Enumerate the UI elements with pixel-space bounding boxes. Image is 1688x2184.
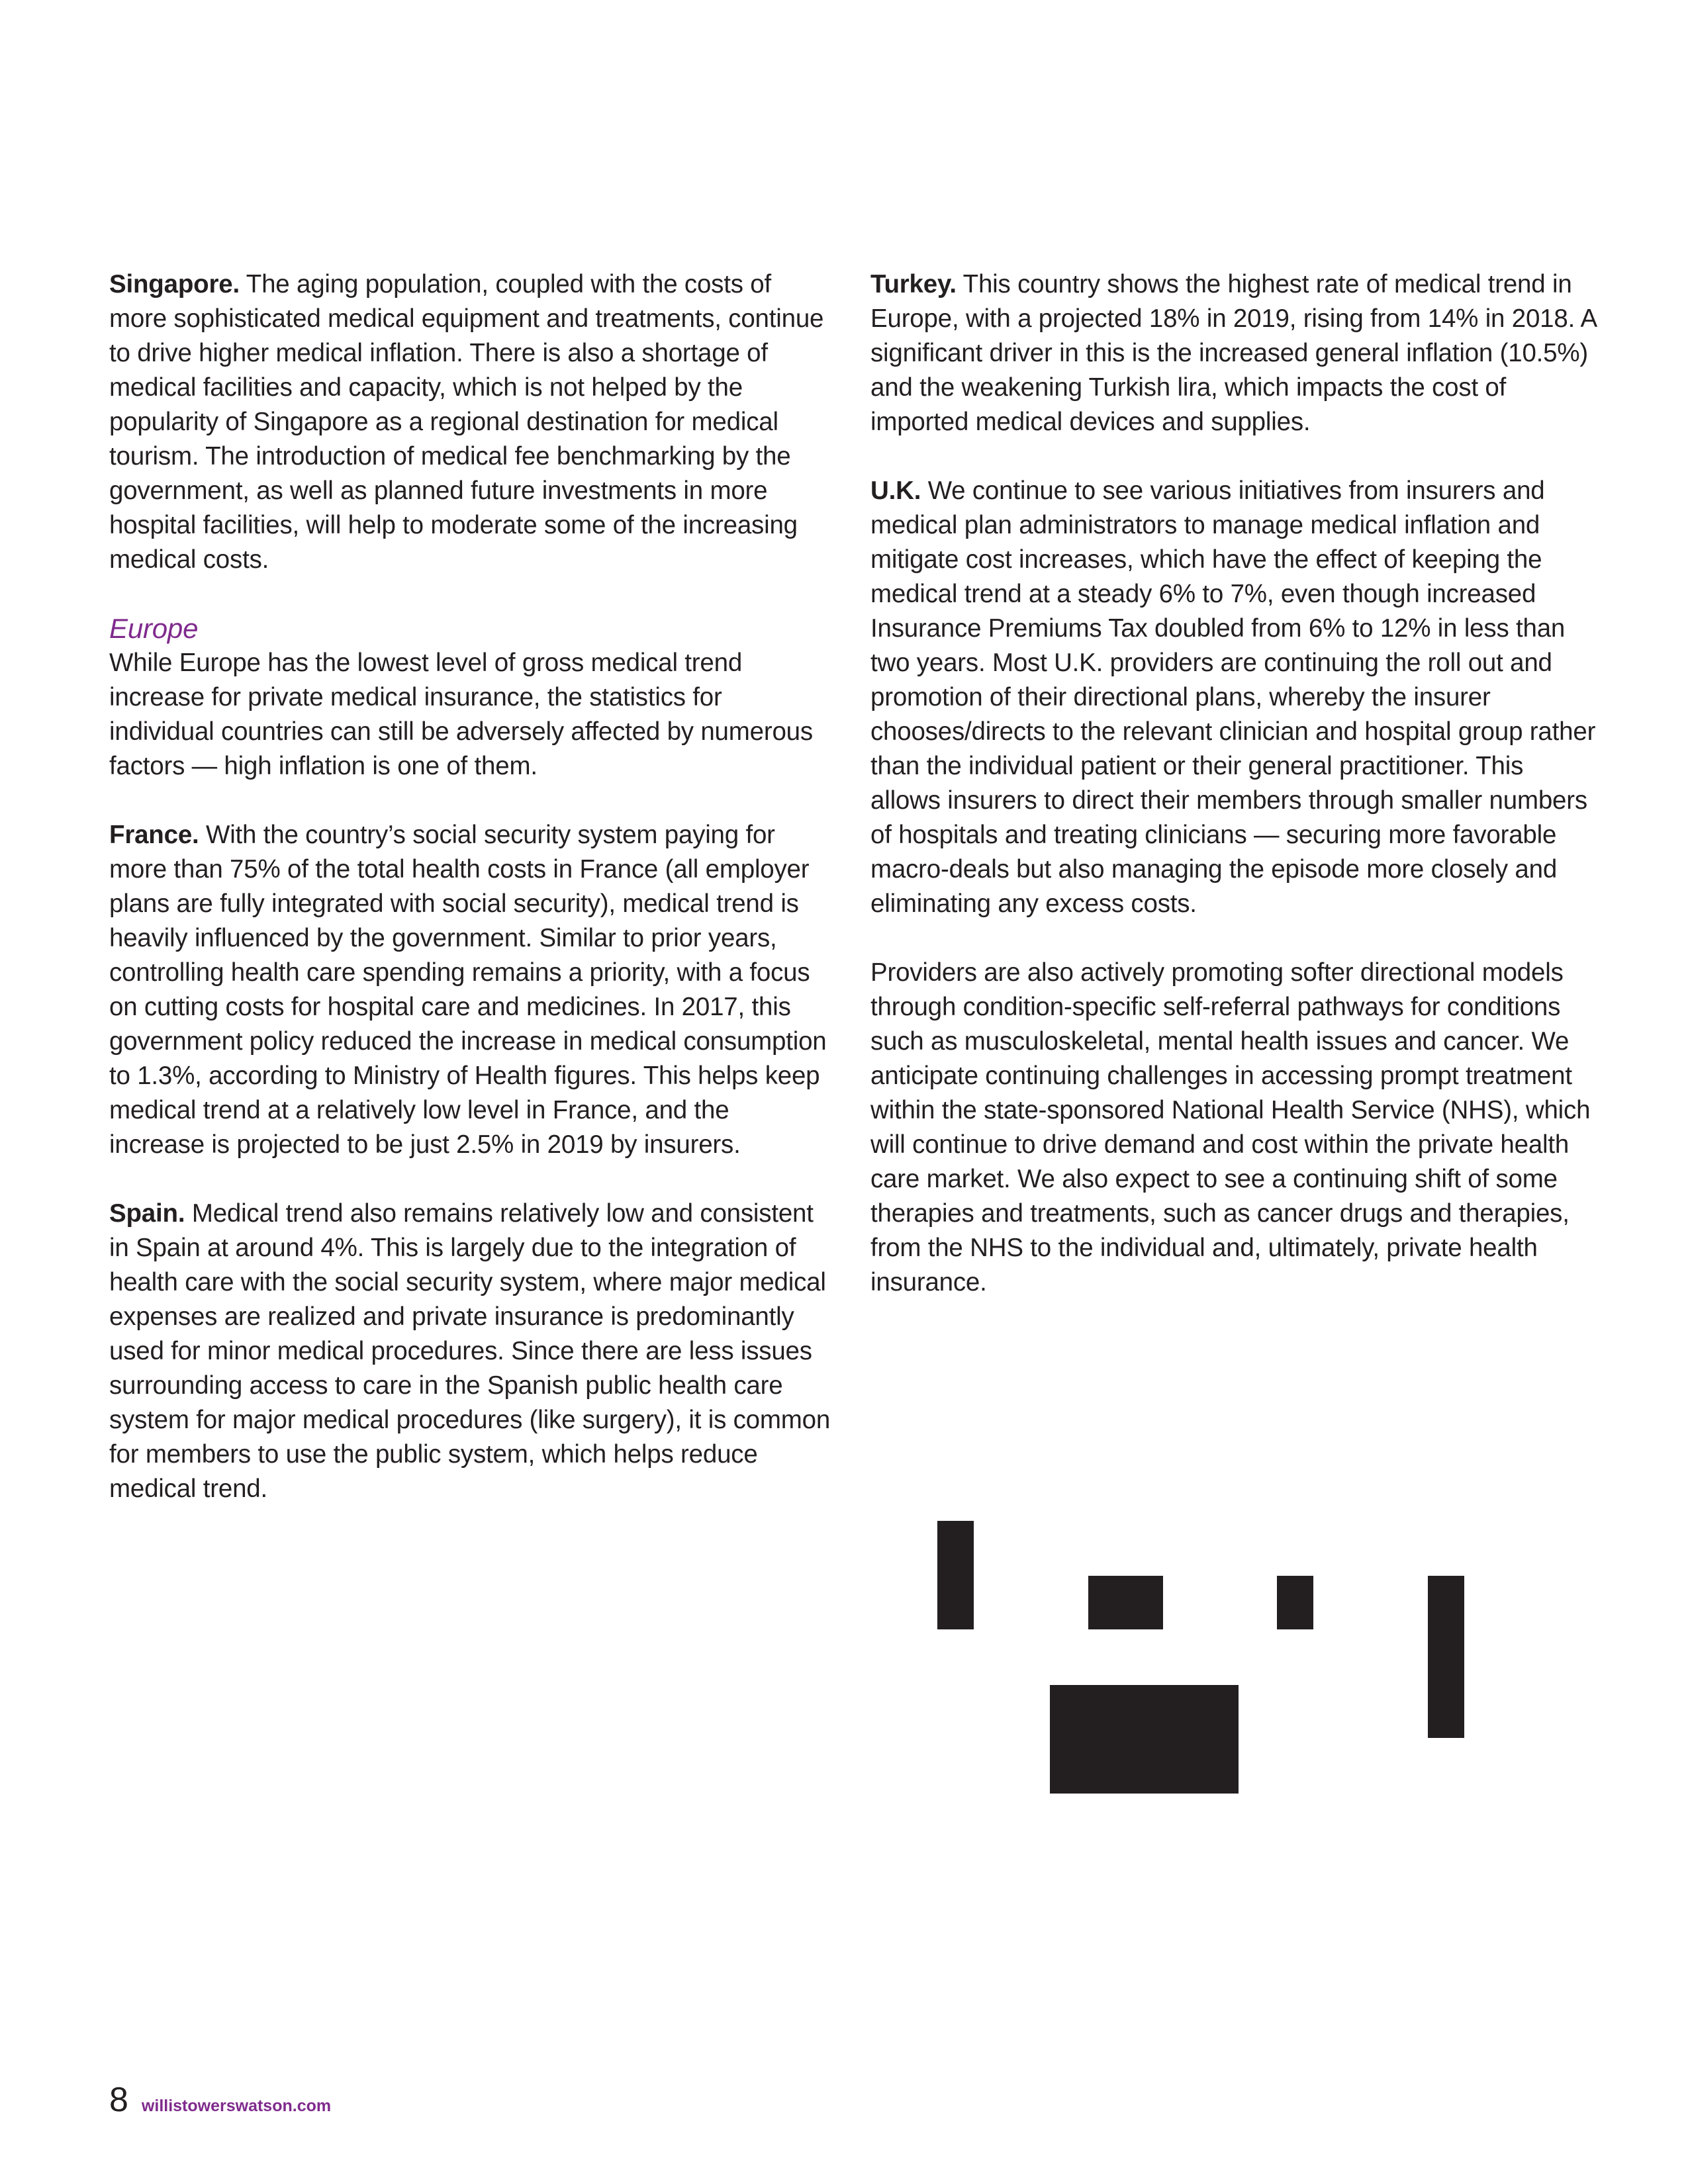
decorative-block [1277, 1576, 1313, 1629]
france-paragraph [109, 818, 831, 1162]
decorative-block [937, 1521, 974, 1629]
right-column [870, 267, 1599, 1334]
uk-text: We continue to see various initiatives from insurers and medical plan administrators to manage medical inflation and mitigate cost increases, which have the effect of keeping the medical trend at a steady 6% to 7%, even though increased Insurance Premiums Tax doubled from 6% to 12% in less than two years. Most U.K. providers are continuing the roll out and promotion of their directional plans, whereby the insurer chooses/directs to the relevant clinician and hospital group rather than the individual patient or their general practitioner. This allows insurers to direct their members through smaller numbers of hospitals and treating clinicians — securing more favorable macro-deals but also managing the episode more closely and eliminating any excess costs. [870, 477, 1596, 918]
singapore-paragraph [109, 267, 831, 577]
france-lead: France. [109, 821, 199, 849]
decorative-block [1088, 1576, 1163, 1629]
decorative-block [1428, 1576, 1464, 1738]
singapore-text: The aging population, coupled with the costs of more sophisticated medical equipment and treatments, continue to drive higher medical inflation. There is also a shortage of medical facilities and capacity, which is not helped by the popularity of Singapore as a regional destination for medical tourism. The introduction of medical fee benchmarking by the government, as well as planned future investments in more hospital facilities, will help to moderate some of the increasing medical costs. [109, 270, 824, 574]
turkey-text: This country shows the highest rate of medical trend in Europe, with a projected 18% in 2019, rising from 14% in 2018. A significant driver in this is the increased general inflation (10.5%) and the weakening Turkish lira, which impacts the cost of imported medical devices and supplies. [870, 270, 1596, 436]
spain-text: Medical trend also remains relatively low and consistent in Spain at around 4%. This is largely due to the integration of health care with the social security system, where major medical expenses are realized and private insurance is predominantly used for minor medical procedures. Since there are less issues surrounding access to care in the Spanish public health care system for major medical procedures (like surgery), it is common for members to use the public system, which helps reduce medical trend. [109, 1199, 831, 1503]
providers-paragraph: Providers are also actively promoting softer directional models through condition-specific self-referral pathways for conditions such as musculoskeletal, mental health issues and cancer. We anticipate continuing challenges in accessing prompt treatment within the state-sponsored National Health Service (NHS), which will continue to drive demand and cost within the private health care market. We also expect to see a continuing shift of some therapies and treatments, such as cancer drugs and therapies, from the NHS to the individual and, ultimately, private health insurance. [870, 958, 1591, 1297]
footer-website-link[interactable]: willistowerswatson.com [141, 2097, 332, 2115]
page-number: 8 [109, 2081, 128, 2119]
decorative-block [1050, 1685, 1239, 1794]
turkey-paragraph [870, 267, 1599, 439]
france-text: With the country’s social security system paying for more than 75% of the total health costs in France (all employer plans are fully integrated with social security), medical trend is heavily influenced by the government. Similar to prior years, controlling health care spending remains a priority, with a focus on cutting costs for hospital care and medicines. In 2017, this government policy reduced the increase in medical consumption to 1.3%, according to Ministry of Health figures. This helps keep medical trend at a relatively low level in France, and the increase is projected to be just 2.5% in 2019 by insurers. [109, 821, 827, 1159]
europe-heading: Europe [109, 613, 199, 644]
spain-paragraph [109, 1197, 831, 1506]
page-footer [109, 2080, 331, 2120]
uk-lead: U.K. [870, 477, 921, 505]
left-column [109, 267, 831, 1541]
uk-paragraph [870, 474, 1599, 921]
spain-lead: Spain. [109, 1199, 185, 1228]
turkey-lead: Turkey. [870, 270, 957, 298]
europe-intro-paragraph: While Europe has the lowest level of gross medical trend increase for private medical insurance, the statistics for individual countries can still be adversely affected by numerous factors — high inflation is one of them. [109, 649, 813, 780]
singapore-lead: Singapore. [109, 270, 240, 298]
